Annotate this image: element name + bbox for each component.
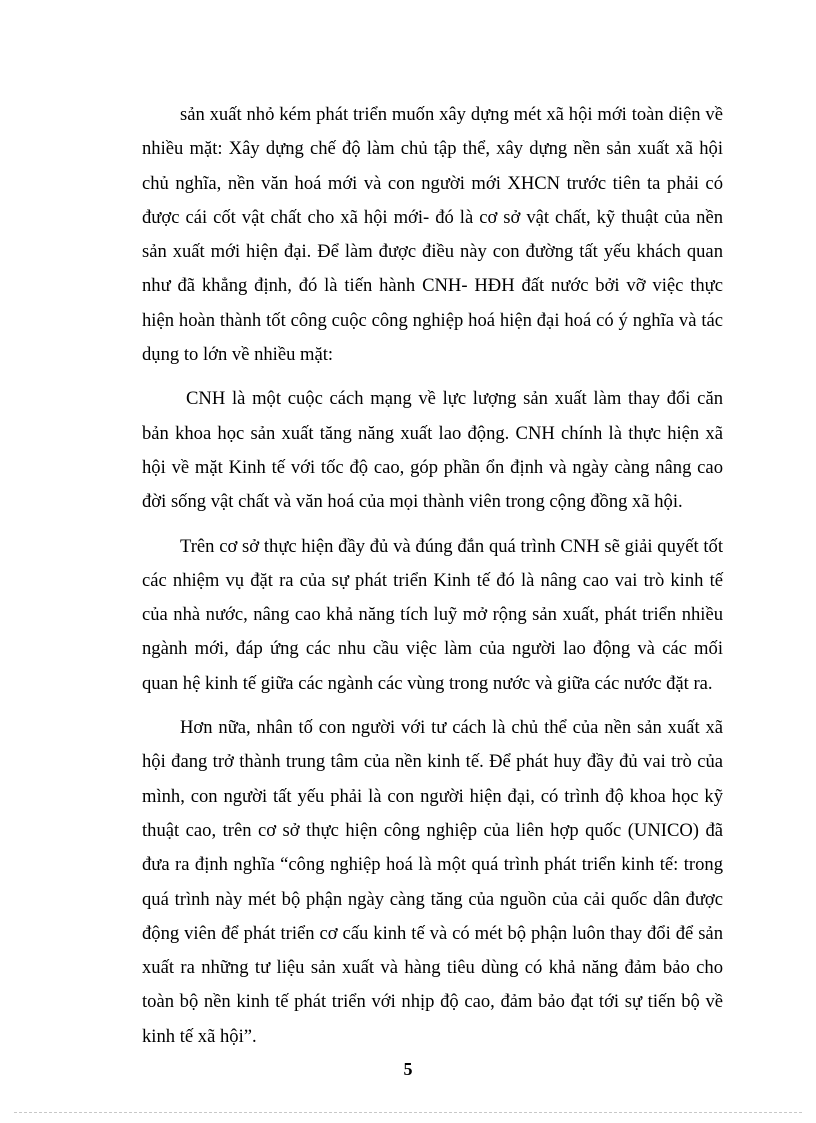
paragraph-2: CNH là một cuộc cách mạng về lực lượng sản xuất làm thay đổi căn bản khoa học sản xuất tăng năng xuất lao động. CNH chính là thực hiện xã hội về mặt Kinh tế với tốc độ cao, góp phần ổn định và ngày càng nâng cao đời sống vật chất và văn hoá của mọi thành viên trong cộng đồng xã hội.	[142, 388, 723, 513]
paragraph-4: Hơn nữa, nhân tố con người với tư cách là chủ thể của nền sản xuất xã hội đang trở thành trung tâm của nền kinh tế. Để phát huy đầy đủ vai trò của mình, con người tất yếu phải là con người hiện đại, có trình độ khoa học kỹ thuật cao, trên cơ sở thực hiện công nghiệp của liên hợp quốc (UNICO) đã đưa ra định nghĩa “công nghiệp hoá là một quá trình phát triển kinh tế: trong quá trình này mét bộ phận ngày càng tăng của nguồn của cải quốc dân được động viên để phát triển cơ cấu kinh tế và có mét bộ phận luôn thay đổi để sản xuất ra những tư liệu sản xuất và hàng tiêu dùng có khả năng đảm bảo cho toàn bộ nền kinh tế phát triển với nhịp độ cao, đảm bảo đạt tới sự tiến bộ về kinh tế xã hội”.	[142, 717, 723, 1047]
page-number: 5	[403, 1059, 413, 1079]
paragraph-3: Trên cơ sở thực hiện đầy đủ và đúng đắn quá trình CNH sẽ giải quyết tốt các nhiệm vụ đặt ra của sự phát triển Kinh tế đó là nâng cao vai trò kinh tế của nhà nước, nâng cao khả năng tích luỹ mở rộng sản xuất, phát triển nhiều ngành mới, đáp ứng các nhu cầu việc làm của người lao động và các mối quan hệ kinh tế giữa các ngành các vùng trong nước và giữa các nước đặt ra.	[142, 535, 723, 694]
page-bottom-divider	[14, 1112, 802, 1113]
paragraph-1: sản xuất nhỏ kém phát triển muốn xây dựng mét xã hội mới toàn diện về nhiều mặt: Xây dựng chế độ làm chủ tập thể, xây dựng nền sản xuất xã hội chủ nghĩa, nền văn hoá mới và con người mới XHCN trước tiên ta phải có được cái cốt vật chất cho xã hội mới- đó là cơ sở vật chất, kỹ thuật của nền sản xuất mới hiện đại. Để làm được điều này con đường tất yếu khách quan như đã khẳng định, đó là tiến hành CNH- HĐH đất nước bởi vỡ việc thực hiện hoàn thành tốt công cuộc công nghiệp hoá hiện đại hoá có ý nghĩa và tác dụng to lớn về nhiều mặt:	[142, 104, 723, 366]
document-body	[142, 98, 723, 1054]
